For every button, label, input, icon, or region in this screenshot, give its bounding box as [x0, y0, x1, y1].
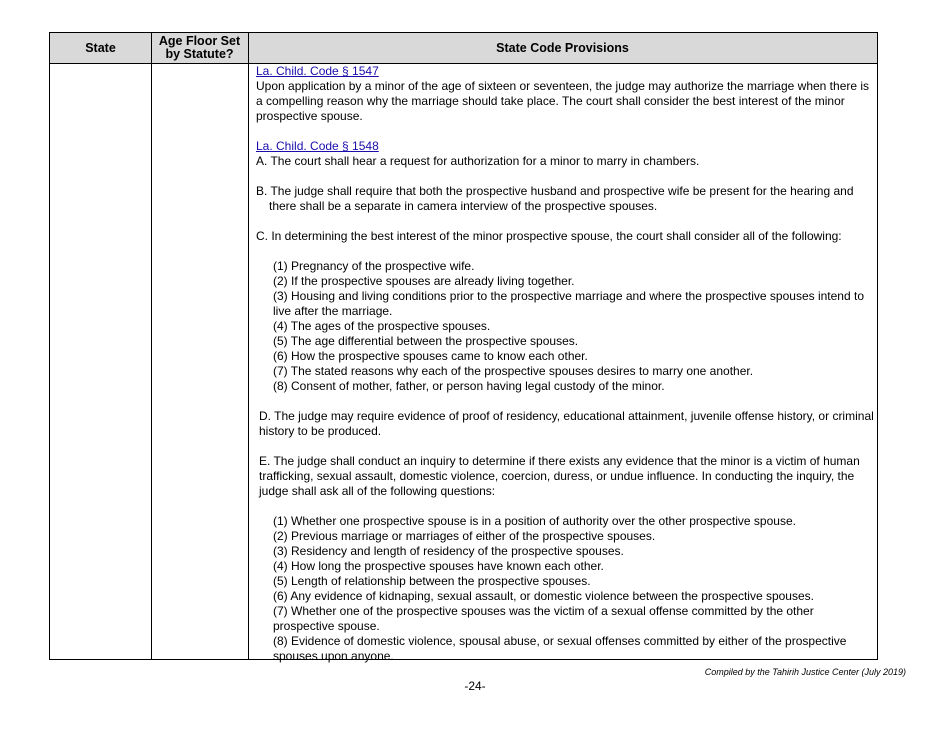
column-divider: [248, 33, 249, 659]
compiled-by-note: Compiled by the Tahirih Justice Center (July 2019): [704, 667, 906, 677]
table-header-row: [50, 33, 877, 64]
paragraph-e-list: [256, 514, 876, 664]
paragraph-d: D. The judge may require evidence of proof of residency, educational attainment, juvenile offense history, or criminal history to be produced.: [259, 409, 874, 438]
list-item: (6) Any evidence of kidnaping, sexual assault, or domestic violence between the prospective spouses.: [273, 589, 814, 603]
list-item: (3) Housing and living conditions prior to the prospective marriage and where the prospective spouses intend to live after the marriage.: [273, 289, 864, 318]
paragraph-a: A. The court shall hear a request for authorization for a minor to marry in chambers.: [256, 154, 700, 168]
header-provisions: State Code Provisions: [496, 40, 629, 55]
list-item: (4) How long the prospective spouses have known each other.: [273, 559, 604, 573]
column-divider: [151, 33, 152, 659]
list-item: (2) Previous marriage or marriages of either of the prospective spouses.: [273, 529, 656, 543]
paragraph-e: E. The judge shall conduct an inquiry to determine if there exists any evidence that the minor is a victim of human trafficking, sexual assault, domestic violence, coercion, duress, or undue influence. In conducting the inquiry, the judge shall ask all of the following questions:: [259, 454, 860, 498]
list-item: (3) Residency and length of residency of the prospective spouses.: [273, 544, 624, 558]
list-item: (8) Consent of mother, father, or person having legal custody of the minor.: [273, 379, 665, 393]
list-item: (5) The age differential between the prospective spouses.: [273, 334, 579, 348]
paragraph-c: C. In determining the best interest of the minor prospective spouse, the court shall consider all of the following:: [256, 229, 842, 243]
page-number: -24-: [464, 679, 486, 693]
header-age-floor: Age Floor Set by Statute?: [158, 34, 241, 61]
list-item: (4) The ages of the prospective spouses.: [273, 319, 491, 333]
paragraph-c-list: [256, 259, 876, 394]
list-item: (5) Length of relationship between the prospective spouses.: [273, 574, 591, 588]
list-item: (6) How the prospective spouses came to know each other.: [273, 349, 588, 363]
citation-link-1547[interactable]: La. Child. Code § 1547: [256, 64, 379, 78]
provisions-cell: [256, 64, 876, 664]
list-item: (8) Evidence of domestic violence, spousal abuse, or sexual offenses committed by either of the prospective spouses upon anyone.: [273, 634, 847, 663]
provisions-table: [49, 32, 878, 663]
list-item: (7) Whether one of the prospective spouses was the victim of a sexual offense committed by the other prospective spouse.: [273, 604, 814, 633]
header-state: State: [85, 40, 116, 55]
list-item: (2) If the prospective spouses are already living together.: [273, 274, 575, 288]
citation-link-1548[interactable]: La. Child. Code § 1548: [256, 139, 379, 153]
paragraph-b: B. The judge shall require that both the prospective husband and prospective wife be present for the hearing and there shall be a separate in camera interview of the prospective spouses.: [256, 184, 854, 213]
list-item: (7) The stated reasons why each of the prospective spouses desires to marry one another.: [273, 364, 754, 378]
list-item: (1) Pregnancy of the prospective wife.: [273, 259, 475, 273]
list-item: (1) Whether one prospective spouse is in a position of authority over the other prospective spouse.: [273, 514, 796, 528]
section-1547-text: Upon application by a minor of the age of sixteen or seventeen, the judge may authorize the marriage when there is a compelling reason why the marriage should take place. The court shall consider the best interest of the minor prospective spouse.: [256, 79, 870, 123]
